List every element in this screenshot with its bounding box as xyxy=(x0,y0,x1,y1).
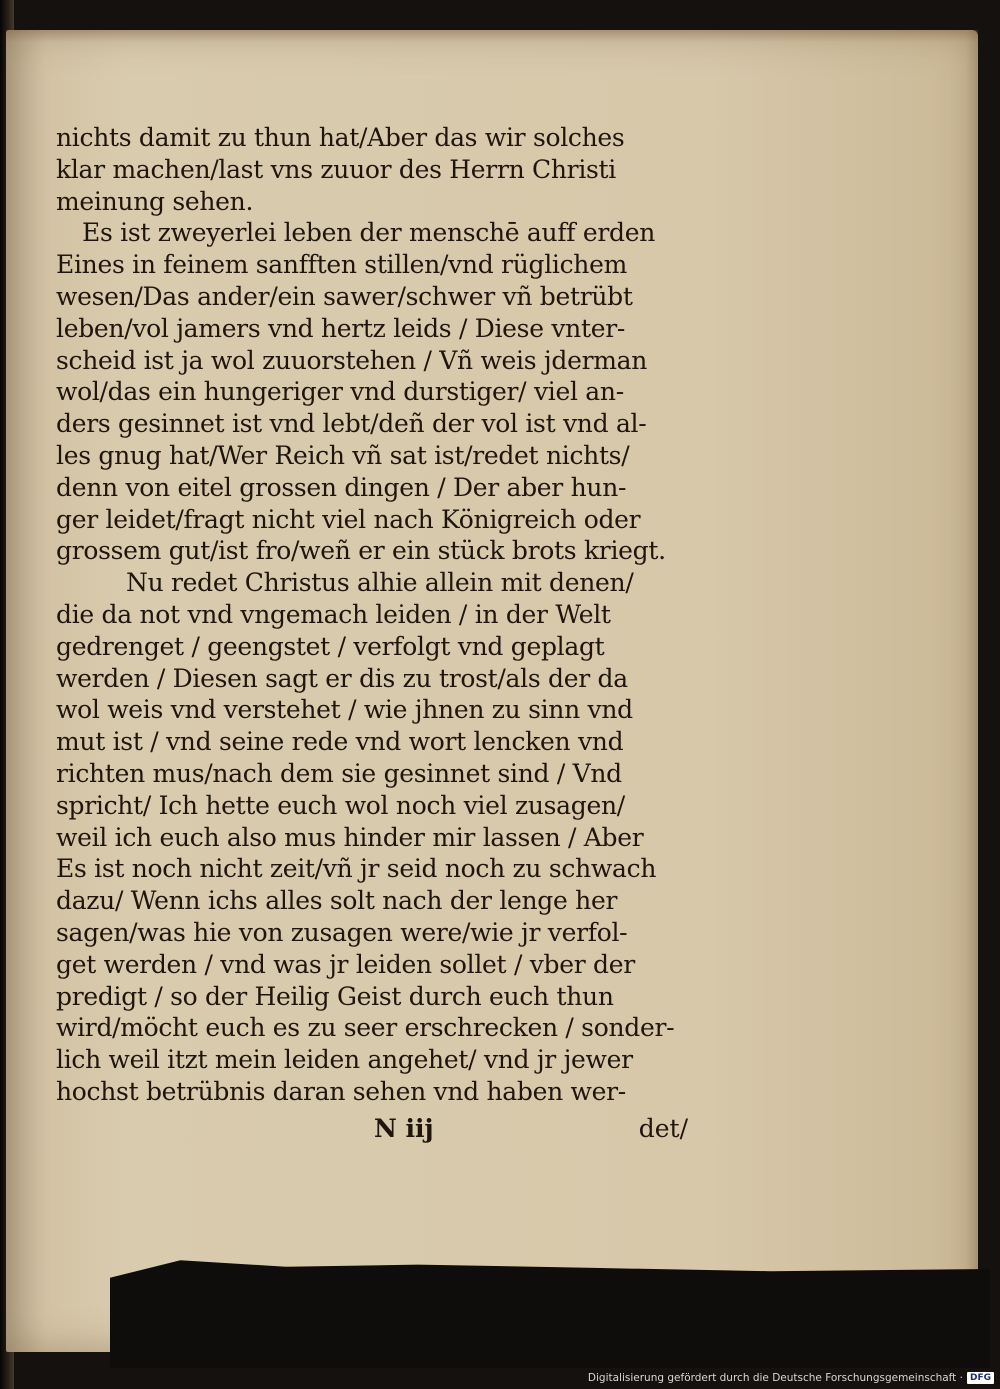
dfg-logo: DFG xyxy=(967,1372,994,1384)
text-line: Es ist zweyerlei leben der menschē auff erden xyxy=(82,218,656,248)
text-line: lich weil itzt mein leiden angehet/ vnd jr jewer xyxy=(56,1045,633,1075)
text-line: weil ich euch also mus hinder mir lassen / Aber xyxy=(56,822,644,852)
text-line: wird/möcht euch es zu seer erschrecken / sonder- xyxy=(56,1013,675,1043)
text-line: wesen/Das ander/ein sawer/schwer vñ betrübt xyxy=(56,281,633,311)
page-top-shadow xyxy=(6,30,978,42)
text-line: denn von eitel grossen dingen / Der aber hun- xyxy=(56,472,627,502)
text-line: nichts damit zu thun hat/Aber das wir solches xyxy=(56,123,625,152)
text-line: grossem gut/ist fro/weñ er ein stück brots kriegt. xyxy=(56,536,666,566)
text-line: wol/das ein hungeriger vnd durstiger/ viel an- xyxy=(56,377,624,407)
text-line: les gnug hat/Wer Reich vñ sat ist/redet nichts/ xyxy=(56,440,630,470)
page-text-block xyxy=(56,122,696,1108)
text-line: die da not vnd vngemach leiden / in der Welt xyxy=(56,599,611,629)
catchword: det/ xyxy=(638,1114,688,1143)
credit-text: Digitalisierung gefördert durch die Deutsche Forschungsgemeinschaft · xyxy=(587,1372,963,1384)
text-line: wol weis vnd verstehet / wie jhnen zu sinn vnd xyxy=(56,695,633,725)
text-line: ders gesinnet ist vnd lebt/deñ der vol ist vnd al- xyxy=(56,409,647,439)
text-line: dazu/ Wenn ichs alles solt nach der lenge her xyxy=(56,886,618,916)
text-line: mut ist / vnd seine rede vnd wort lencken vnd xyxy=(56,727,624,757)
text-line: werden / Diesen sagt er dis zu trost/als der da xyxy=(56,663,628,693)
digitization-credit xyxy=(588,1372,994,1384)
text-line: leben/vol jamers vnd hertz leids / Diese vnter- xyxy=(56,313,626,343)
text-line: ger leidet/fragt nicht viel nach Königreich oder xyxy=(56,504,641,534)
text-line: Es ist noch nicht zeit/vñ jr seid noch zu schwach xyxy=(56,854,657,884)
signature-mark: N iij xyxy=(374,1114,434,1143)
text-line: sagen/was hie von zusagen were/wie jr verfol- xyxy=(56,917,628,947)
text-line: richten mus/nach dem sie gesinnet sind / Vnd xyxy=(56,758,622,788)
text-line: gedrenget / geengstet / verfolgt vnd geplagt xyxy=(56,631,605,661)
text-line: predigt / so der Heilig Geist durch euch thun xyxy=(56,981,614,1011)
text-line: hochst betrübnis daran sehen vnd haben wer- xyxy=(56,1076,626,1106)
text-line: Eines in feinem sanfften stillen/vnd rüglichem xyxy=(56,250,627,280)
text-line: klar machen/last vns zuuor des Herrn Christi xyxy=(56,154,616,184)
text-line: get werden / vnd was jr leiden sollet / vber der xyxy=(56,949,635,979)
text-line: scheid ist ja wol zuuorstehen / Vñ weis jderman xyxy=(56,345,648,375)
text-line: spricht/ Ich hette euch wol noch viel zusagen/ xyxy=(56,790,625,820)
text-line: Nu redet Christus alhie allein mit denen/ xyxy=(126,568,634,598)
page-footer xyxy=(56,1114,696,1148)
text-line: meinung sehen. xyxy=(56,186,254,216)
page-bottom-edge xyxy=(110,1258,990,1368)
